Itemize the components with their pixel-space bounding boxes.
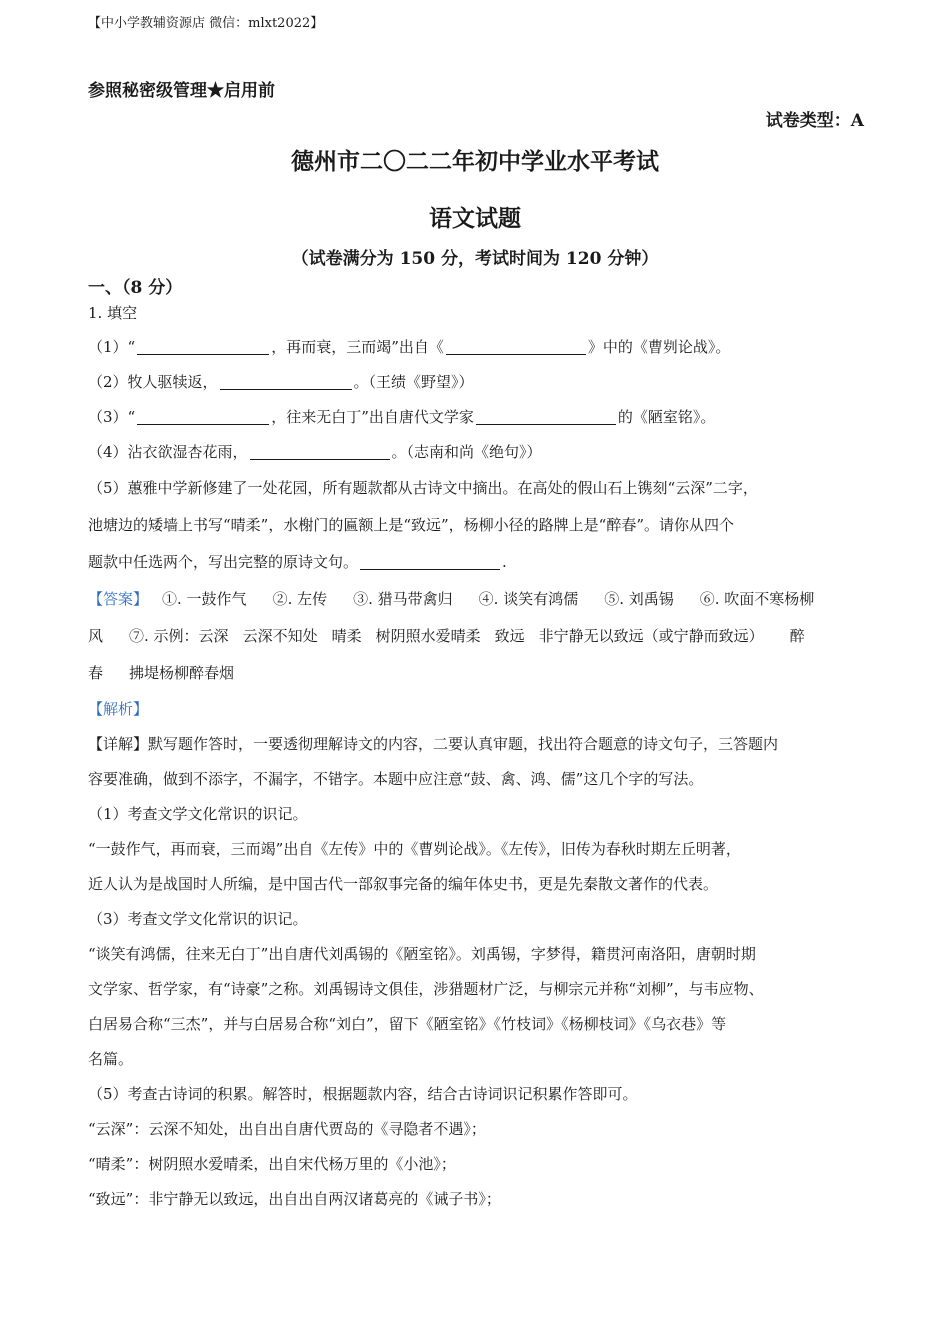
analysis-line: 近人认为是战国时人所编，是中国古代一部叙事完备的编年体史书，更是先秦散文著作的代表。 [88, 875, 719, 893]
analysis-line: “谈笑有鸿儒，往来无白丁”出自唐代刘禹锡的《陋室铭》。刘禹锡，字梦得，籍贯河南洛阳，唐朝时期 [88, 945, 756, 963]
answer-item: ②. 左传 [272, 590, 328, 608]
analysis-line: （1）考查文学文化常识的识记。 [88, 805, 308, 823]
answer-blank [250, 441, 390, 460]
answer-item: ⑥. 吹面不寒杨柳 [699, 590, 815, 608]
analysis-tag-line [88, 692, 866, 727]
secret-level-label: 参照秘密级管理★启用前 [88, 81, 275, 101]
question-item-2: （2）牧人驱犊返， 。（王绩《野望》） [88, 373, 474, 391]
answer-item: ③. 猎马带禽归 [353, 590, 453, 608]
question-item-3: （3）“ ，往来无白丁”出自唐代文学家 的《陋室铭》。 [88, 408, 716, 426]
section-heading: 一、（8 分） [88, 278, 183, 298]
answer-blank [220, 371, 352, 390]
exam-subject: 语文试题 [429, 205, 521, 232]
analysis-line: （5）考查古诗词的积累。解答时，根据题款内容，结合古诗词识记积累作答即可。 [88, 1085, 638, 1103]
analysis-line: 容要准确，做到不添字，不漏字，不错字。本题中应注意“鼓、禽、鸿、儒”这几个字的写法。 [88, 770, 704, 788]
analysis-line: “一鼓作气，再而衰，三而竭”出自《左传》中的《曹刿论战》。《左传》，旧传为春秋时期左丘明著， [88, 840, 741, 858]
answer-tag: 【答案】 [88, 590, 149, 608]
answer-line-2: 风 ⑦. 示例：云深 云深不知处 晴柔 树阴照水爱晴柔 致远 非宁静无以致远（或宁静而致远） 醉 [88, 627, 805, 645]
analysis-line: 白居易合称“三杰”，并与白居易合称“刘白”，留下《陋室铭》《竹枝词》《杨柳枝词》《乌衣巷》等 [88, 1015, 727, 1033]
watermark-text: 【中小学教辅资源店 微信：mlxt2022】 [88, 16, 324, 31]
analysis-line: 【详解】默写题作答时，一要透彻理解诗文的内容，二要认真审题，找出符合题意的诗文句子，三答题内 [88, 735, 779, 753]
answer-blank [137, 406, 269, 425]
answer-item: ④. 谈笑有鸿儒 [478, 590, 579, 608]
analysis-line: 文学家、哲学家，有“诗豪”之称。刘禹锡诗文俱佳，涉猎题材广泛，与柳宗元并称“刘柳”，与韦应物、 [88, 980, 764, 998]
question-item-5-line-3: 题款中任选两个，写出完整的原诗文句。 . [88, 553, 507, 571]
answer-blank [476, 406, 616, 425]
analysis-line: 名篇。 [88, 1050, 134, 1068]
answer-item: ①. 一鼓作气 [162, 590, 247, 608]
exam-title: 德州市二〇二二年初中学业水平考试 [291, 148, 659, 175]
question-item-5-line-2: 池塘边的矮墙上书写“晴柔”，水榭门的匾额上是“致远”，杨柳小径的路牌上是“醉春”。请你从四个 [88, 516, 735, 534]
answer-blank [360, 551, 500, 570]
question-number: 1. 填空 [88, 304, 138, 322]
answer-blank [137, 336, 269, 355]
document-body [88, 300, 866, 1217]
answer-item: ⑤. 刘禹锡 [604, 590, 674, 608]
answer-line-3: 春 拂堤杨柳醉春烟 [88, 664, 235, 682]
answer-line-1 [88, 581, 866, 618]
question-item-4: （4）沾衣欲湿杏花雨， 。（志南和尚《绝句》） [88, 443, 542, 461]
exam-note: （试卷满分为 150 分，考试时间为 120 分钟） [291, 249, 659, 269]
analysis-line: “致远”：非宁静无以致远，出自出自两汉诸葛亮的《诫子书》； [88, 1190, 501, 1208]
question-item-1: （1）“ ，再而衰，三而竭”出自《 》中的《曹刿论战》。 [88, 338, 731, 356]
analysis-line: “晴柔”：树阴照水爱晴柔，出自宋代杨万里的《小池》； [88, 1155, 456, 1173]
paper-type-label: 试卷类型：A [765, 111, 864, 131]
analysis-tag: 【解析】 [88, 700, 149, 718]
analysis-line: “云深”：云深不知处，出自出自唐代贾岛的《寻隐者不遇》； [88, 1120, 486, 1138]
question-item-5-line-1: （5）蕙雅中学新修建了一处花园，所有题款都从古诗文中摘出。在高处的假山石上镌刻“云深”二字， [88, 479, 758, 497]
analysis-line: （3）考查文学文化常识的识记。 [88, 910, 308, 928]
answer-blank [446, 336, 586, 355]
